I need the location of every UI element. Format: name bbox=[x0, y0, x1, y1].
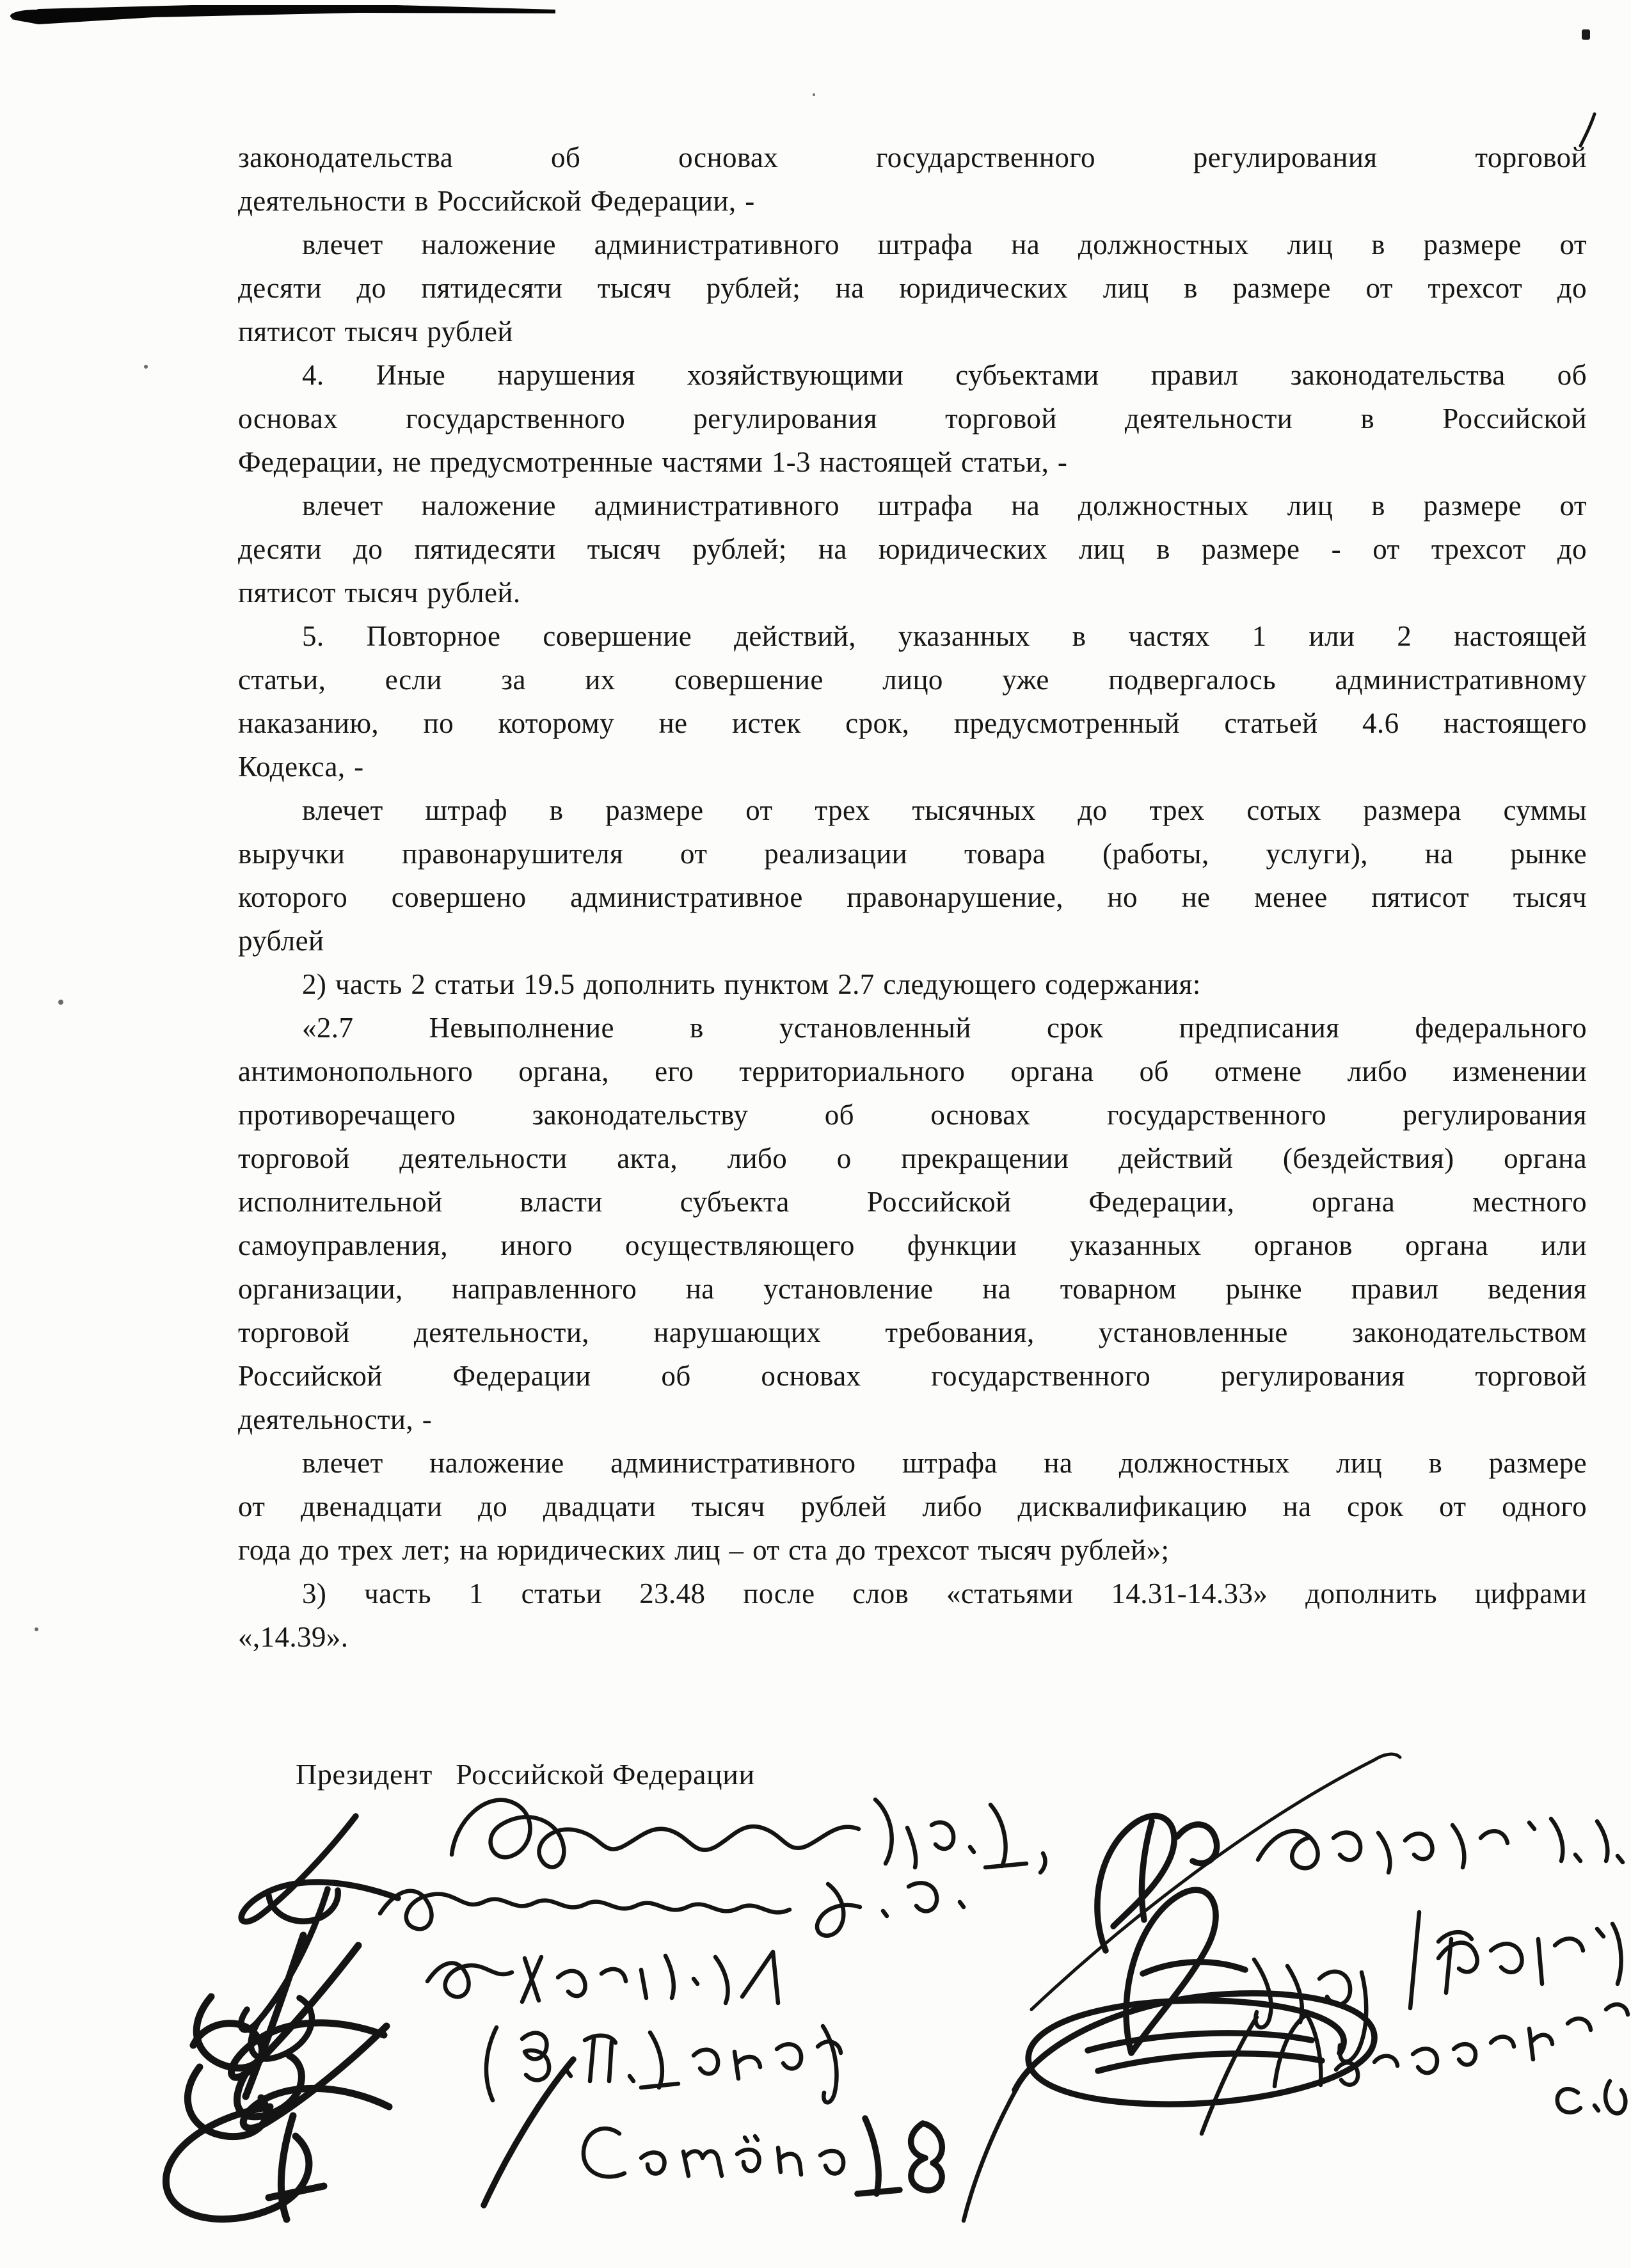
signature-oval-left bbox=[166, 2107, 324, 2219]
document-body bbox=[238, 136, 1587, 1659]
text-line: десяти до пятидесяти тысяч рублей; на юридических лиц в размере - от трехсот до bbox=[238, 533, 1587, 565]
scanner-streak bbox=[12, 5, 555, 24]
signature-taranin bbox=[380, 1883, 964, 1935]
text-line: Федерации, не предусмотренные частями 1-3 настоящей статьи, - bbox=[238, 446, 1068, 478]
text-line: «2.7 Невыполнение в установленный срок предписания федерального bbox=[302, 1012, 1587, 1044]
scanner-streak-blob bbox=[10, 10, 64, 22]
text-line: влечет наложение административного штрафа на должностных лиц в размере bbox=[302, 1447, 1587, 1479]
text-line: исполнительной власти субъекта Российской Федерации, органа местного bbox=[238, 1186, 1587, 1218]
signature-lisovsky bbox=[1202, 2004, 1628, 2134]
text-line: влечет наложение административного штрафа на должностных лиц в размере от bbox=[302, 490, 1587, 522]
scan-speck bbox=[813, 93, 815, 96]
signature-bottom-ovals bbox=[964, 1993, 1374, 2221]
text-line: года до трех лет; на юридических лиц – от ста до трехсот тысяч рублей»; bbox=[238, 1534, 1170, 1566]
text-line: 4. Иные нарушения хозяйствующими субъектами правил законодательства об bbox=[302, 359, 1587, 391]
signature-denisov bbox=[486, 2026, 841, 2102]
signature-khayrullin bbox=[427, 1952, 778, 2003]
text-line: антимонопольного органа, его территориального органа об отмене либо изменении bbox=[238, 1055, 1587, 1087]
text-line: рублей bbox=[238, 925, 324, 957]
text-line: деятельности в Российской Федерации, - bbox=[238, 185, 755, 217]
text-line: самоуправления, иного осуществляющего функции указанных органов органа или bbox=[238, 1229, 1587, 1261]
text-line: 3) часть 1 статьи 23.48 после слов «статьями 14.31-14.33» дополнить цифрами bbox=[302, 1577, 1587, 1609]
apostrophe-mark bbox=[1582, 29, 1590, 40]
text-line: десяти до пятидесяти тысяч рублей; на юридических лиц в размере от трехсот до bbox=[238, 272, 1587, 304]
text-line: торговой деятельности акта, либо о прекращении действий (бездействия) органа bbox=[238, 1142, 1587, 1174]
signature-gorbunov bbox=[1410, 1912, 1621, 2008]
text-line: торговой деятельности, нарушающих требования, установленные законодательством bbox=[238, 1316, 1587, 1348]
scan-speck bbox=[58, 1000, 63, 1005]
signature-sov-loops bbox=[1097, 1816, 1217, 1951]
text-line: пятисот тысяч рублей. bbox=[238, 577, 521, 609]
text-line: деятельности, - bbox=[238, 1403, 433, 1435]
signature-monogram-1 bbox=[241, 1816, 398, 2059]
text-line: влечет наложение административного штрафа на должностных лиц в размере от bbox=[302, 228, 1587, 260]
scan-speck bbox=[144, 365, 148, 369]
signature-gorbushin-scrawl bbox=[1126, 1890, 1366, 2061]
text-line: Кодекса, - bbox=[238, 751, 364, 783]
text-line: 2) часть 2 статьи 19.5 дополнить пунктом 2.7 следующего содержания: bbox=[302, 968, 1201, 1000]
text-line: наказанию, по которому не истек срок, предусмотренный статьей 4.6 настоящего bbox=[238, 707, 1587, 739]
text-line: от двенадцати до двадцати тысяч рублей либо дисквалификацию на срок от одного bbox=[238, 1490, 1587, 1522]
text-line: «,14.39». bbox=[238, 1621, 349, 1653]
text-line: Российской Федерации об основах государственного регулирования торговой bbox=[238, 1360, 1587, 1392]
president-heading: Президент Российской Федерации bbox=[296, 1758, 755, 1791]
signature-diagonal-stroke bbox=[1031, 1754, 1400, 2009]
text-line: законодательства об основах государственного регулирования торговой bbox=[238, 141, 1587, 173]
signature-semenov bbox=[484, 2059, 942, 2205]
scan-speck bbox=[35, 1627, 38, 1631]
signature-yakovlev bbox=[452, 1800, 1045, 1873]
text-line: статьи, если за их совершение лицо уже подвергалось административному bbox=[238, 664, 1587, 696]
text-line: которого совершено административное правонарушение, но не менее пятисот тысяч bbox=[238, 881, 1587, 913]
text-line: основах государственного регулирования торговой деятельности в Российской bbox=[238, 403, 1587, 435]
signature-orlova bbox=[1258, 1819, 1623, 1873]
text-line: выручки правонарушителя от реализации товара (работы, услуги), на рынке bbox=[238, 838, 1587, 870]
text-line: 5. Повторное совершение действий, указанных в частях 1 или 2 настоящей bbox=[302, 620, 1587, 652]
text-line: противоречащего законодательству об основах государственного регулирования bbox=[238, 1099, 1587, 1131]
text-line: влечет штраф в размере от трех тысячных до трех сотых размера суммы bbox=[302, 794, 1587, 826]
text-line: организации, направленного на установление на товарном рынке правил ведения bbox=[238, 1273, 1587, 1305]
text-line: пятисот тысяч рублей bbox=[238, 315, 513, 347]
signature-loops-left bbox=[187, 1997, 389, 2137]
signature-monogram-2 bbox=[232, 1935, 384, 2117]
